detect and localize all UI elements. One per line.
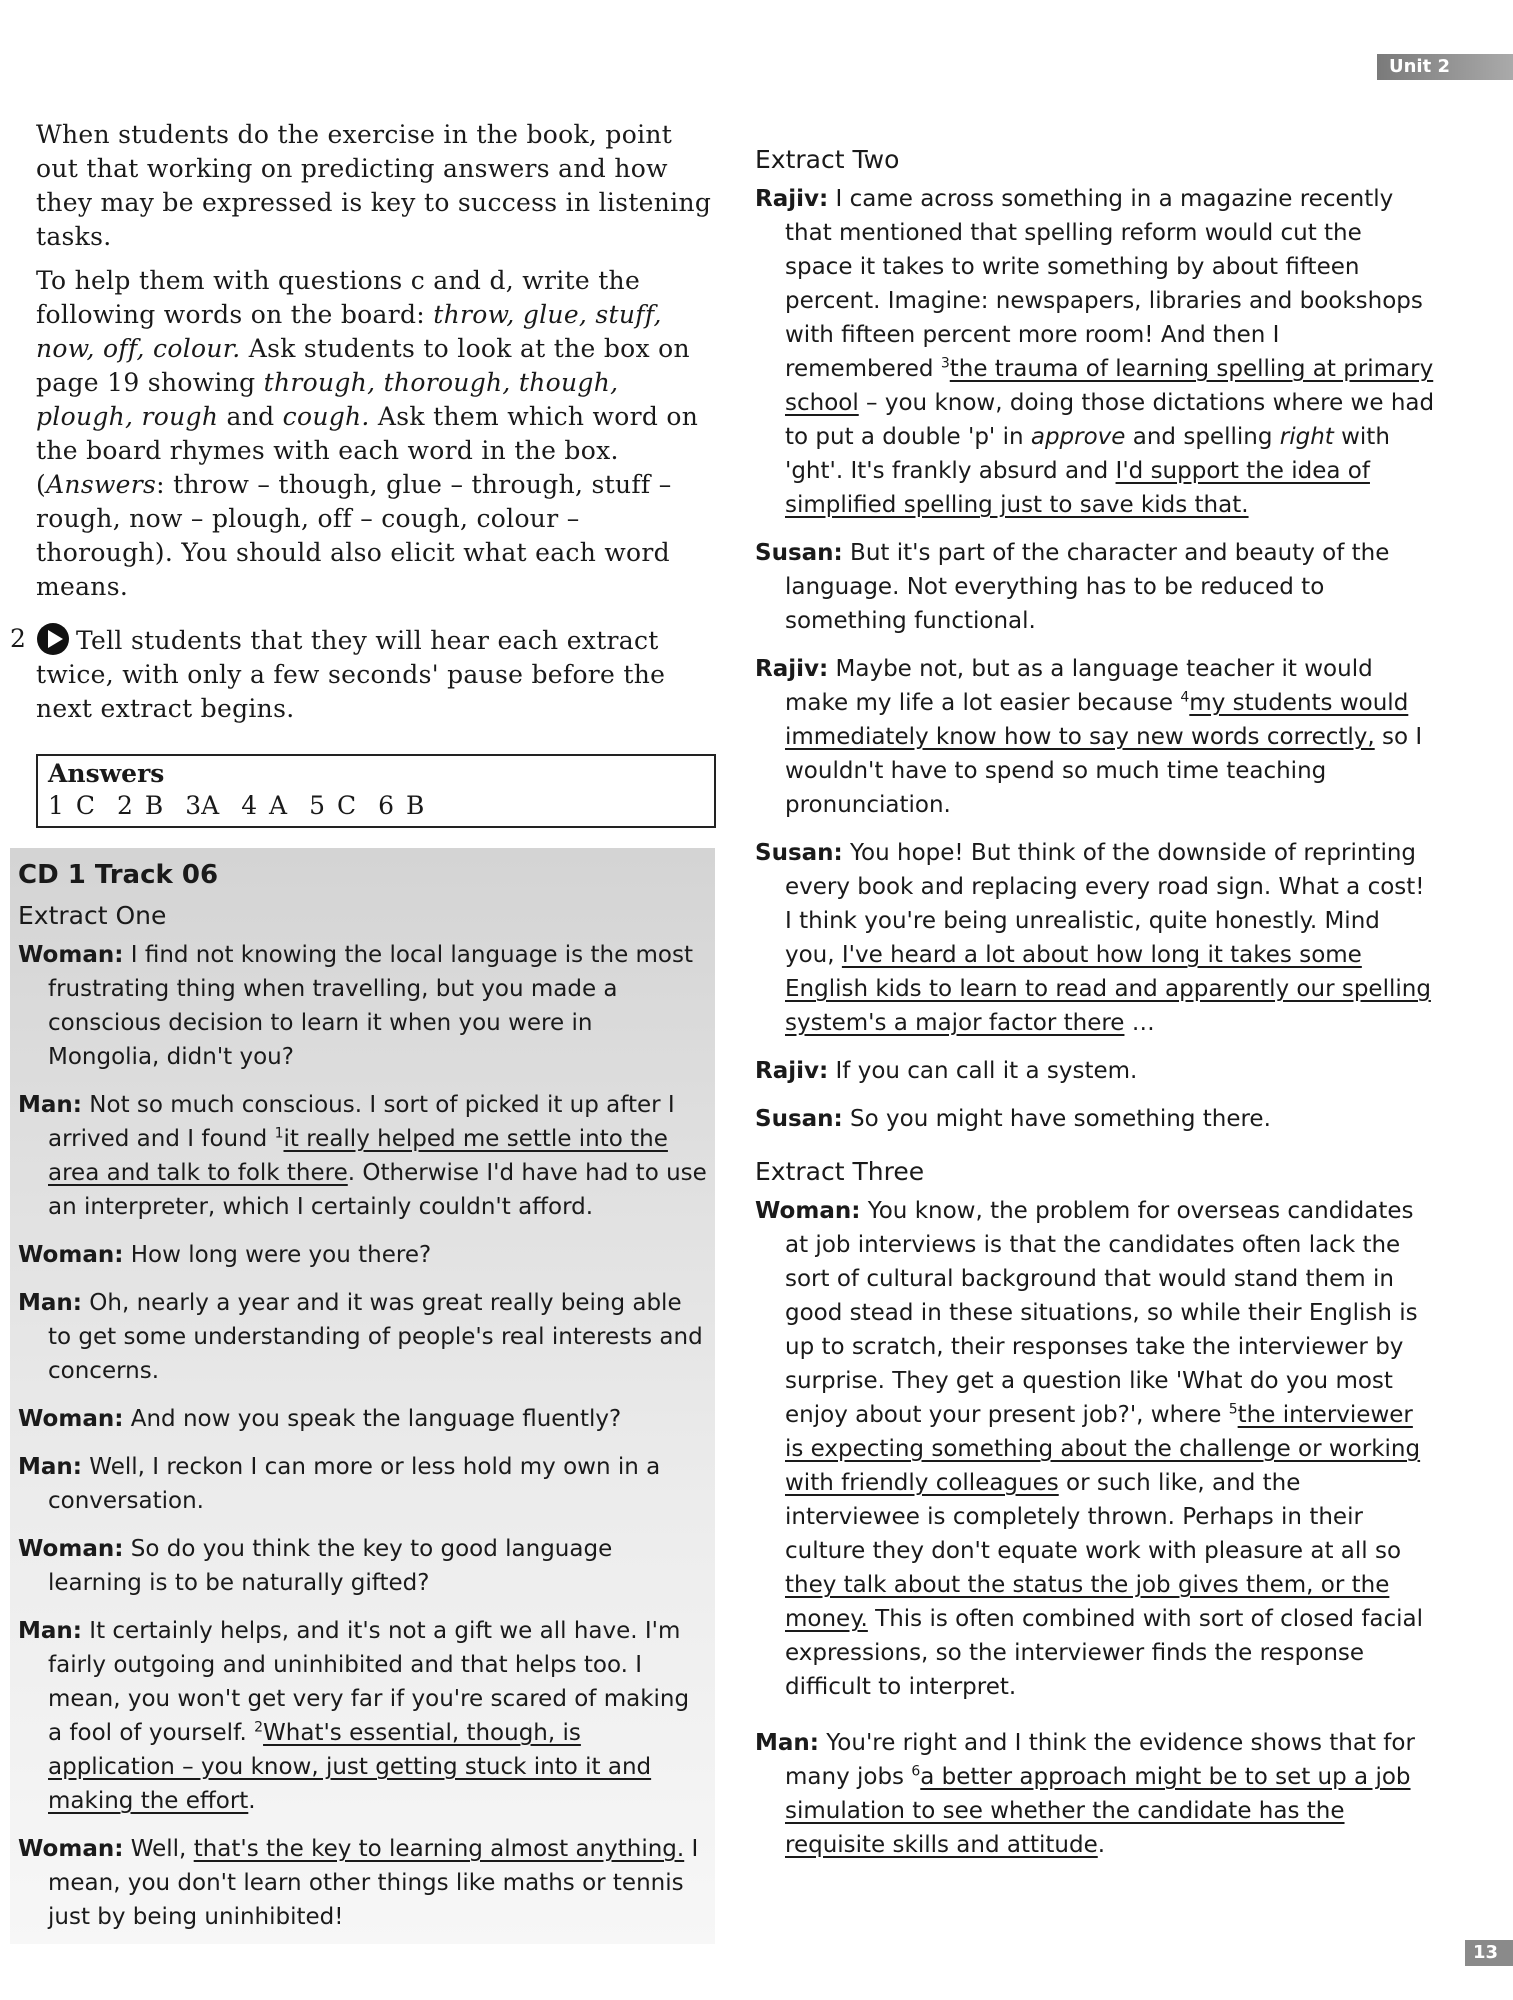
- speaker-label: Woman:: [18, 1242, 124, 1268]
- answer-item: 4 A: [241, 791, 288, 820]
- exercise-2: [10, 622, 715, 726]
- dialogue-turn: Man: Not so much conscious. I sort of picked it up after I arrived and I found $^1$it really helped me settle into the area and talk to folk there. Otherwise I'd have had to use an interpreter, which I certainly couldn't afford.: [18, 1092, 707, 1220]
- speaker-label: Rajiv:: [755, 656, 829, 682]
- speaker-label: Susan:: [755, 840, 843, 866]
- box-words: through, thorough, though, plough, rough: [36, 368, 619, 431]
- transcript-panel: [10, 848, 715, 1944]
- teacher-note-1: When students do the exercise in the book, point out that working on predicting answers and how they may be expressed is key to success in listening tasks.: [36, 120, 712, 251]
- answer-underline: that's the key to learning almost anything.: [193, 1836, 685, 1862]
- answer-underline: the trauma of learning spelling at primary school: [785, 356, 1434, 416]
- answer-item: 6 B: [378, 791, 425, 820]
- extract-one-heading: Extract One: [18, 901, 167, 930]
- dialogue-turn: Woman: I find not knowing the local language is the most frustrating thing when travelling, but you made a conscious decision to learn it when you were in Mongolia, didn't you?: [18, 942, 694, 1070]
- exercise-instruction: Tell students that they will hear each extract twice, with only a few seconds' pause before the next extract begins.: [36, 626, 666, 723]
- answer-underline: I'd support the idea of simplified spelling just to save kids that.: [785, 458, 1370, 518]
- track-title: CD 1 Track 06: [18, 860, 219, 890]
- speaker-label: Woman:: [18, 1536, 124, 1562]
- answer-item: 5 C: [309, 791, 357, 820]
- speaker-label: Man:: [18, 1092, 82, 1118]
- answer-underline: it really helped me settle into the area and talk to folk there: [48, 1126, 668, 1186]
- speaker-label: Susan:: [755, 1106, 843, 1132]
- dialogue-turn: Rajiv: If you can call it a system.: [755, 1058, 1138, 1084]
- speaker-label: Man:: [18, 1454, 82, 1480]
- speaker-label: Man:: [18, 1618, 82, 1644]
- answers-box: [36, 754, 716, 828]
- play-icon: [36, 622, 70, 656]
- answer-item: 3A: [185, 791, 220, 820]
- speaker-label: Woman:: [755, 1198, 861, 1224]
- answer-item: 1 C: [48, 791, 95, 820]
- speaker-label: Woman:: [18, 1406, 124, 1432]
- speaker-label: Susan:: [755, 540, 843, 566]
- page-number: 13: [1465, 1940, 1513, 1966]
- speaker-label: Man:: [755, 1730, 819, 1756]
- answer-underline: the interviewer is expecting something about the challenge or working with friendly colleagues: [785, 1402, 1421, 1496]
- answers-title: Answers: [48, 759, 165, 788]
- answers-list: [48, 790, 704, 822]
- board-words: throw, glue, stuff, now, off, colour.: [36, 300, 662, 363]
- speaker-label: Man:: [18, 1290, 82, 1316]
- answer-underline: I've heard a lot about how long it takes some English kids to learn to read and apparently our spelling system's a major factor there: [785, 942, 1431, 1036]
- dialogue-turn: Woman: And now you speak the language fluently?: [18, 1406, 622, 1432]
- answer-item: 2 B: [116, 791, 164, 820]
- answer-underline: my students would immediately know how to say new words correctly,: [785, 690, 1409, 750]
- right-column: [755, 142, 1435, 1876]
- dialogue-turn: Rajiv: Maybe not, but as a language teacher it would make my life a lot easier because $^4$my students would immediately know how to say new words correctly, so I wouldn't have to spend so much time teaching pronunciation.: [755, 656, 1423, 818]
- answer-underline: What's essential, though, is application – you know, just getting stuck into it and making the effort: [48, 1720, 652, 1814]
- dialogue-turn: Man: Well, I reckon I can more or less hold my own in a conversation.: [18, 1454, 661, 1514]
- teacher-note-2: To help them with questions c and d, write the following words on the board: throw, glue, stuff, now, off, colour. Ask students to look at the box on page 19 showing through, thorough, though, plough, rough and cough. Ask them which word on the board rhymes with each word in the box. (Answers: throw – though, glue – through, stuff – rough, now – plough, off – cough, colour – thorough). You should also elicit what each word means.: [36, 266, 699, 601]
- extract-two-heading: Extract Two: [755, 145, 900, 174]
- dialogue-turn: Man: Oh, nearly a year and it was great really being able to get some understanding of people's real interests and concerns.: [18, 1290, 703, 1384]
- unit-tab: [1377, 54, 1513, 80]
- dialogue-turn: Susan: So you might have something there.: [755, 1106, 1271, 1132]
- dialogue-turn: Susan: But it's part of the character and beauty of the language. Not everything has to be reduced to something functional.: [755, 540, 1390, 634]
- dialogue-turn: Susan: You hope! But think of the downside of reprinting every book and replacing every road sign. What a cost! I think you're being unrealistic, quite honestly. Mind you, I've heard a lot about how long it takes some English kids to learn to read and apparently our spelling system's a major factor there …: [755, 840, 1431, 1036]
- dialogue-turn: Woman: Well, that's the key to learning almost anything. I mean, you don't learn other things like maths or tennis just by being uninhibited!: [18, 1836, 699, 1930]
- speaker-label: Woman:: [18, 942, 124, 968]
- extract-three-heading: Extract Three: [755, 1157, 925, 1186]
- dialogue-turn: Woman: How long were you there?: [18, 1242, 432, 1268]
- exercise-number: 2: [10, 624, 27, 653]
- answer-underline: a better approach might be to set up a job simulation to see whether the candidate has the requisite skills and attitude: [785, 1764, 1411, 1858]
- dialogue-turn: Woman: So do you think the key to good language learning is to be naturally gifted?: [18, 1536, 613, 1596]
- unit-label: Unit 2: [1389, 56, 1450, 77]
- speaker-label: Rajiv:: [755, 186, 829, 212]
- answer-underline: they talk about the status the job gives them, or the money.: [785, 1572, 1390, 1632]
- dialogue-turn: Man: It certainly helps, and it's not a gift we all have. I'm fairly outgoing and uninhibited and that helps too. I mean, you won't get very far if you're scared of making a fool of yourself. $^2$What's essential, though, is application – you know, just getting stuck into it and making the effort.: [18, 1618, 690, 1814]
- left-column: [10, 118, 715, 1944]
- dialogue-turn: Woman: You know, the problem for overseas candidates at job interviews is that the candidates often lack the sort of cultural background that would stand them in good stead in these situations, so while their English is up to scratch, their responses take the interviewer by surprise. They get a question like 'What do you most enjoy about your present job?', where $^5$the interviewer is expecting something about the challenge or working with friendly colleagues or such like, and the interviewee is completely thrown. Perhaps in their culture they don't equate work with pleasure at all so they talk about the status the job gives them, or the money. This is often combined with sort of closed facial expressions, so the interviewer finds the response difficult to interpret.: [755, 1198, 1424, 1700]
- speaker-label: Rajiv:: [755, 1058, 829, 1084]
- dialogue-turn: Rajiv: I came across something in a magazine recently that mentioned that spelling reform would cut the space it takes to write something by about fifteen percent. Imagine: newspapers, libraries and bookshops with fifteen percent more room! And then I remembered $^3$the trauma of learning spelling at primary school – you know, doing those dictations where we had to put a double 'p' in approve and spelling right with 'ght'. It's frankly absurd and I'd support the idea of simplified spelling just to save kids that.: [755, 186, 1435, 518]
- dialogue-turn: Man: You're right and I think the evidence shows that for many jobs $^6$a better approach might be to set up a job simulation to see whether the candidate has the requisite skills and attitude.: [755, 1730, 1415, 1858]
- speaker-label: Woman:: [18, 1836, 124, 1862]
